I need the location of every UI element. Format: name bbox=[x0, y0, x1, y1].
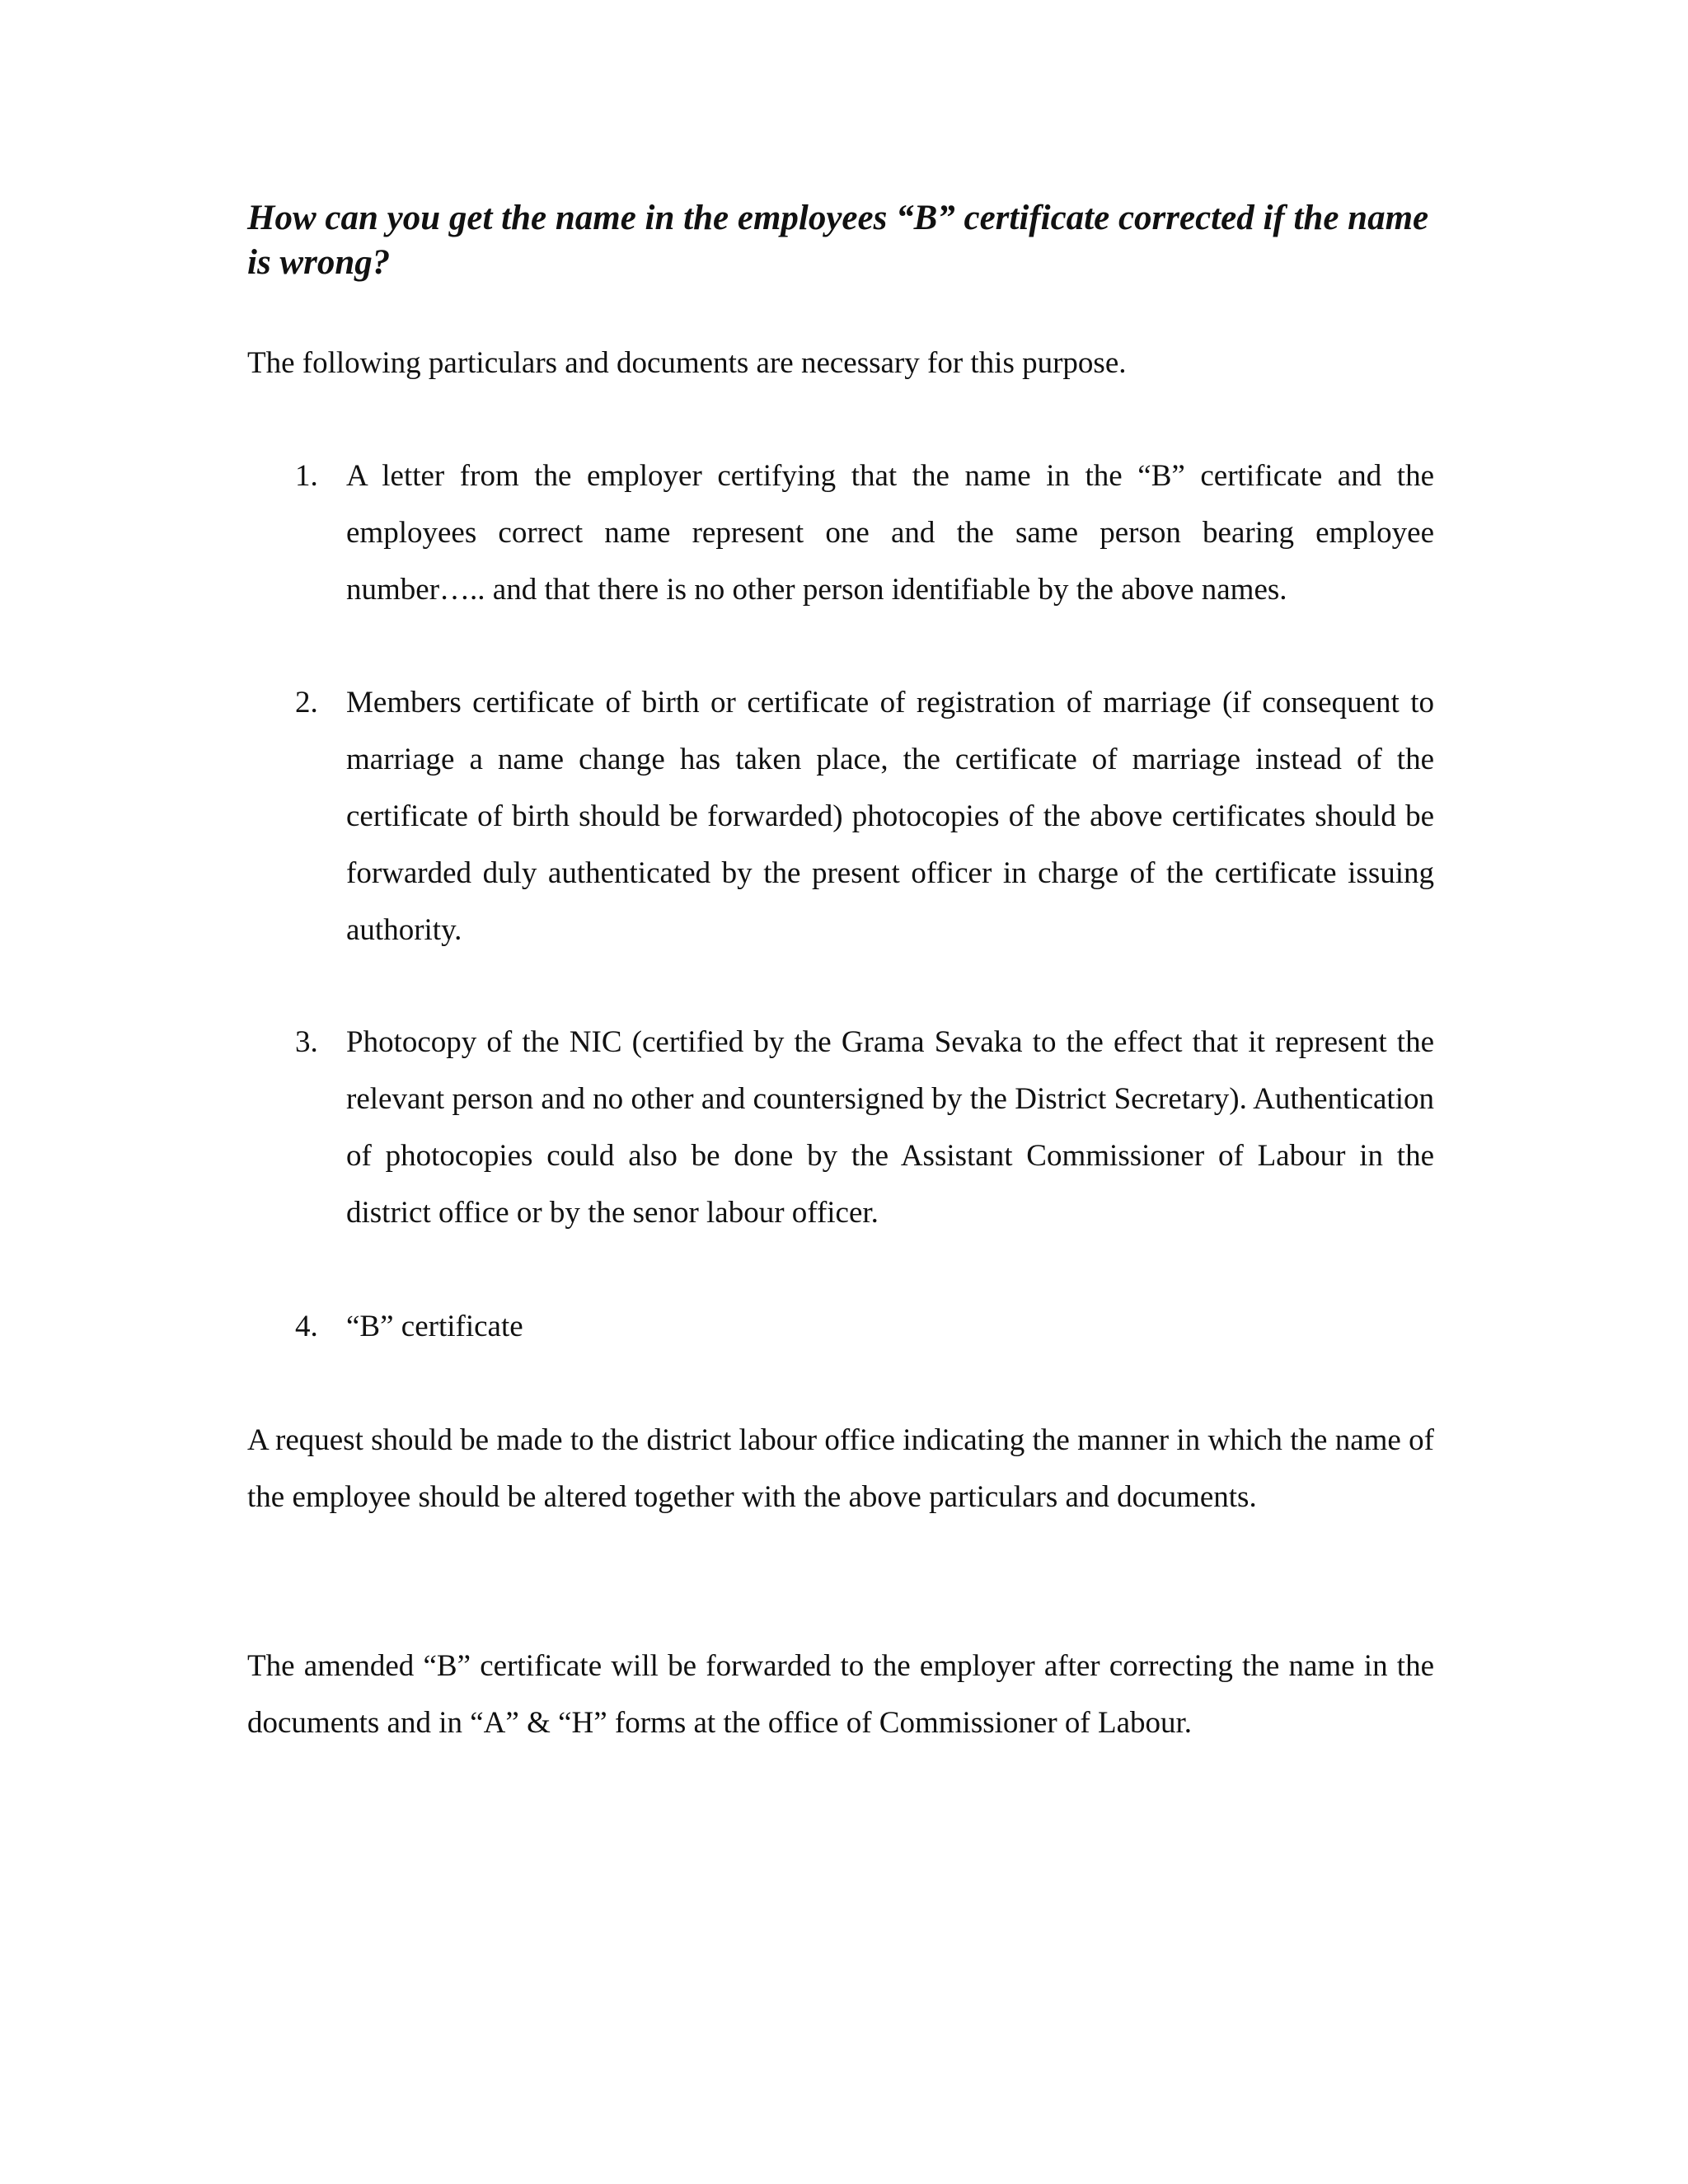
amended-certificate-paragraph: The amended “B” certificate will be forwarded to the employer after correcting the name in the documents and in “A” & “H” forms at the office of Commissioner of Labour. bbox=[247, 1649, 1434, 1740]
intro-paragraph: The following particulars and documents are necessary for this purpose. bbox=[247, 346, 1127, 380]
list-item-text: “B” certificate bbox=[346, 1310, 523, 1343]
list-item-number: 3. bbox=[295, 1025, 318, 1059]
list-item-text: Members certificate of birth or certificate of registration of marriage (if consequent to marriage a name change has taken place, the certificate of marriage instead of the certificate of birth should be forwarded) photocopies of the above certificates should be forwarded duly authenticated by the present officer in charge of the certificate issuing authority. bbox=[346, 686, 1434, 947]
list-item-text: A letter from the employer certifying that the name in the “B” certificate and the employees correct name represent one and the same person bearing employee number….. and that there is no other person identifiable by the above names. bbox=[346, 459, 1434, 607]
list-item-number: 1. bbox=[295, 459, 318, 493]
page-title: How can you get the name in the employees “B” certificate corrected if the name is wrong? bbox=[247, 199, 1429, 282]
list-item-number: 4. bbox=[295, 1310, 318, 1343]
request-paragraph: A request should be made to the district labour office indicating the manner in which the name of the employee should be altered together with the above particulars and documents. bbox=[247, 1423, 1434, 1514]
list-item-number: 2. bbox=[295, 686, 318, 719]
list-item-text: Photocopy of the NIC (certified by the Grama Sevaka to the effect that it represent the relevant person and no other and countersigned by the District Secretary). Authentication of photocopies could also be done by the Assistant Commissioner of Labour in the district office or by the senor labour officer. bbox=[346, 1025, 1434, 1230]
